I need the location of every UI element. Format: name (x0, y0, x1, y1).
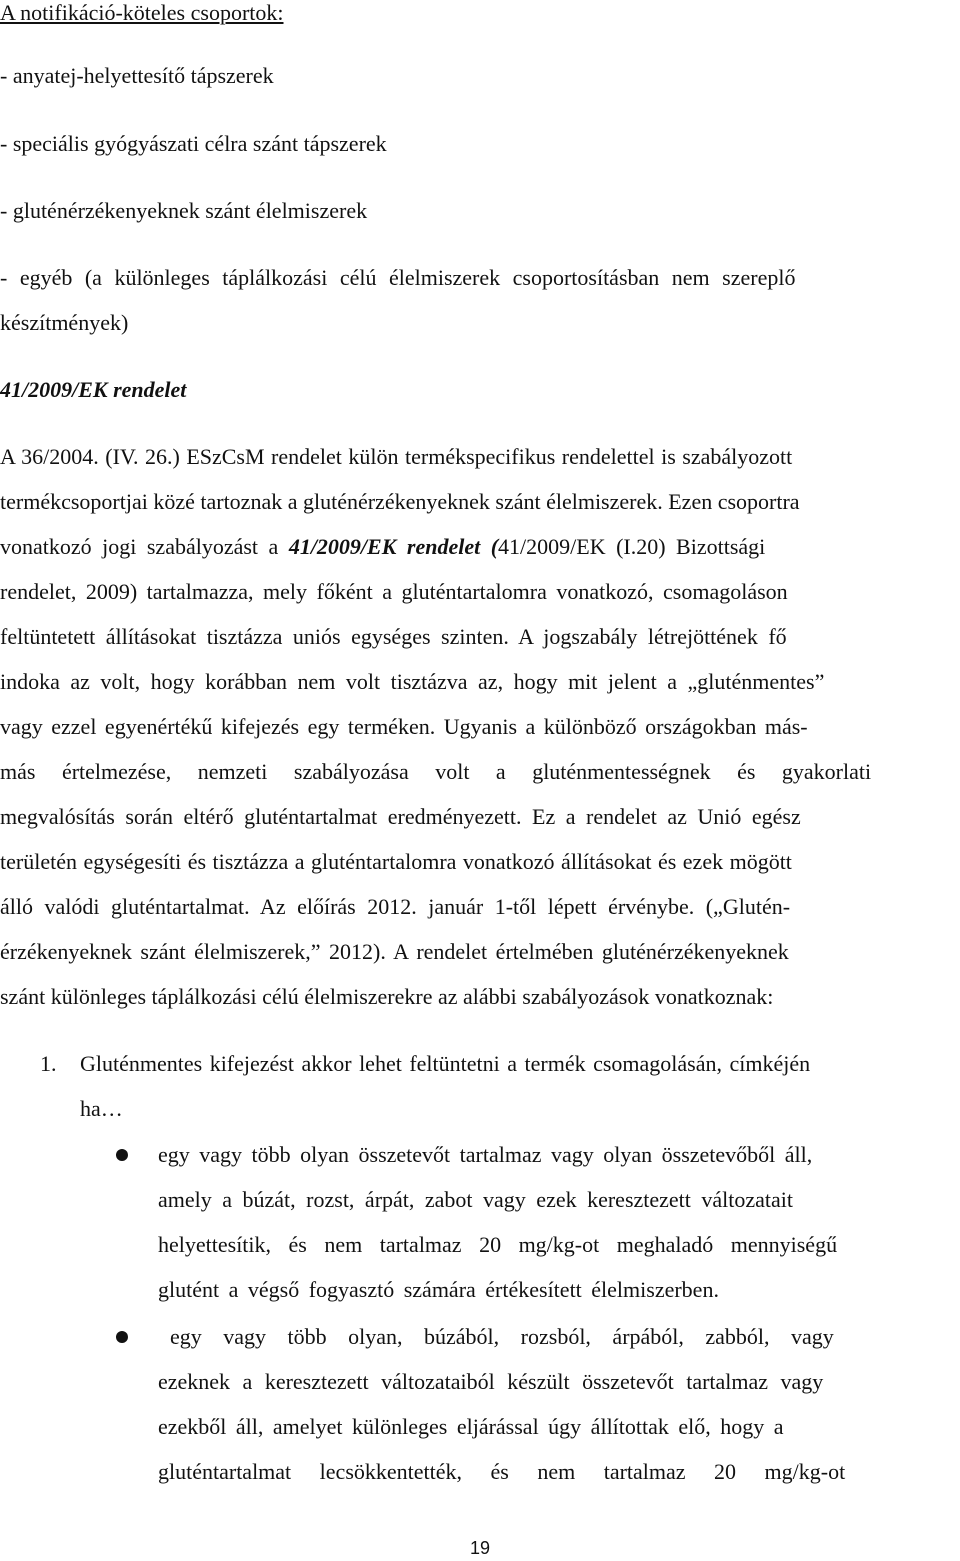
list-number: 1. (40, 1051, 57, 1076)
paragraph-line: indoka az volt, hogy korábban nem volt tisztázva az, hogy mit jelent a „gluténmentes” (0, 669, 825, 694)
paragraph-line: vagy ezzel egyenértékű kifejezés egy terméken. Ugyanis a különböző országokban más- (0, 714, 808, 739)
paragraph-line: álló valódi gluténtartalmat. Az előírás 2012. január 1-től lépett érvénybe. („Glutén- (0, 894, 791, 919)
paragraph-line: területén egységesíti és tisztázza a gluténtartalomra vonatkozó állításokat és ezek mögött (0, 849, 792, 874)
bullet-line: egy vagy több olyan, búzából, rozsból, árpából, zabból, vagy (170, 1324, 834, 1349)
bullet-line: helyettesítik, és nem tartalmaz 20 mg/kg-ot meghaladó mennyiségű (158, 1232, 838, 1257)
bullet-line: egy vagy több olyan összetevőt tartalmaz vagy olyan összetevőből áll, (158, 1142, 813, 1167)
bullet-line: ezekből áll, amelyet különleges eljárással úgy állítottak elő, hogy a (158, 1414, 784, 1439)
paragraph-text: 41/2009/EK (I.20) Bizottsági (498, 534, 766, 559)
paragraph-line: megvalósítás során eltérő gluténtartalmat eredményezett. Ez a rendelet az Unió egész (0, 804, 801, 829)
list-item-text: ha… (80, 1096, 123, 1121)
bullet-icon (116, 1331, 128, 1343)
bullet-line: amely a búzát, rozst, árpát, zabot vagy ezek keresztezett változatait (158, 1187, 794, 1212)
paragraph-line: szánt különleges táplálkozási célú élelmiszerekre az alábbi szabályozások vonatkoznak: (0, 984, 774, 1009)
group-item-continuation: készítmények) (0, 310, 129, 335)
paragraph-text: vonatkozó jogi szabályozást a (0, 534, 289, 559)
paragraph-line: A 36/2004. (IV. 26.) ESzCsM rendelet külön termékspecifikus rendelettel is szabályozott (0, 444, 793, 469)
group-item: - anyatej-helyettesítő tápszerek (0, 63, 274, 88)
bullet-line: glutént a végső fogyasztó számára értékesített élelmiszerben. (158, 1277, 719, 1302)
paragraph-line: termékcsoportjai közé tartoznak a gluténérzékenyeknek szánt élelmiszerek. Ezen csoportra (0, 489, 800, 514)
page-number: 19 (469, 1538, 491, 1558)
list-item-text: Gluténmentes kifejezést akkor lehet feltüntetni a termék csomagolásán, címkéjén (80, 1051, 811, 1076)
paragraph-line (0, 534, 765, 560)
paragraph-line: feltüntetett állításokat tisztázza uniós egységes szinten. A jogszabály létrejöttének fő (0, 624, 787, 649)
paragraph-line: rendelet, 2009) tartalmazza, mely főként a gluténtartalomra vonatkozó, csomagoláson (0, 579, 788, 604)
regulation-heading: 41/2009/EK rendelet (0, 377, 187, 402)
regulation-reference: 41/2009/EK rendelet ( (288, 534, 499, 559)
group-item: - gluténérzékenyeknek szánt élelmiszerek (0, 198, 368, 223)
bullet-line: gluténtartalmat lecsökkentették, és nem tartalmaz 20 mg/kg-ot (158, 1459, 846, 1484)
section-heading: A notifikáció-köteles csoportok: (0, 0, 284, 25)
group-item (0, 265, 953, 291)
paragraph-line: más értelmezése, nemzeti szabályozása volt a gluténmentességnek és gyakorlati (0, 759, 872, 784)
bullet-line: ezeknek a keresztezett változataiból készült összetevőt tartalmaz vagy (158, 1369, 824, 1394)
paragraph-line: érzékenyeknek szánt élelmiszerek,” 2012). A rendelet értelmében gluténérzékenyeknek (0, 939, 789, 964)
bullet-icon (116, 1149, 128, 1161)
group-item: - speciális gyógyászati célra szánt tápszerek (0, 131, 387, 156)
group-item-text: - egyéb (a különleges táplálkozási célú élelmiszerek csoportosításban nem szereplő (0, 265, 796, 290)
